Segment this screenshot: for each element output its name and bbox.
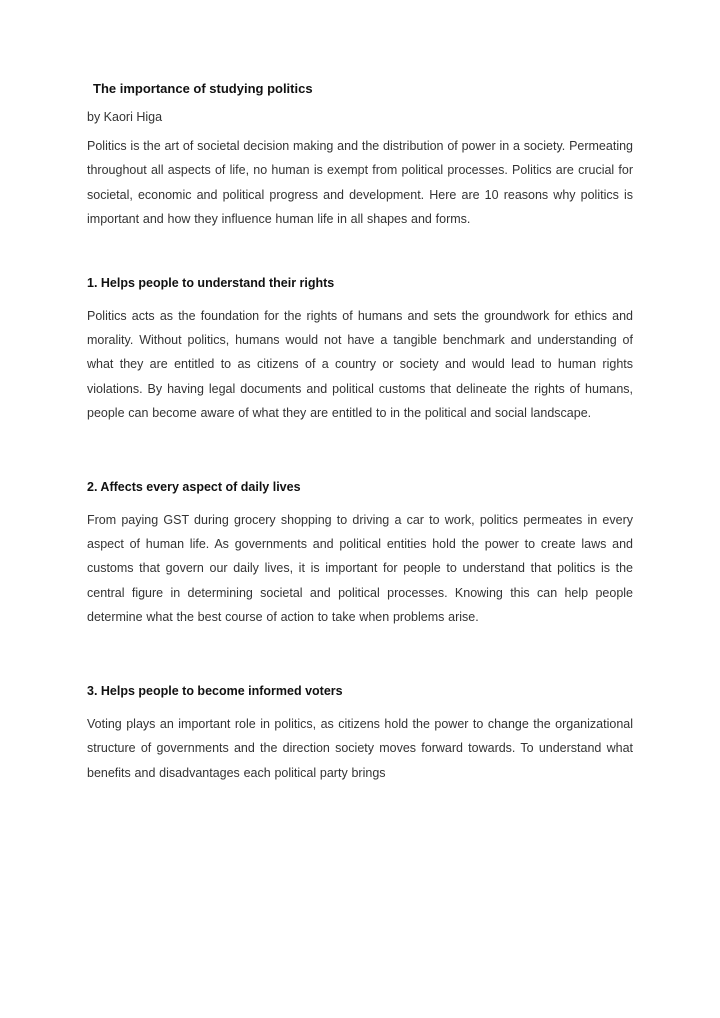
section-heading-3: 3. Helps people to become informed voters [87,683,343,698]
intro-paragraph: Politics is the art of societal decision making and the distribution of power in a society. Permeating throughout all aspects of life, no human is exempt from political processes. Politics are crucial for societal, economic and political progress and development. Here are 10 reasons why politics is important and how they influence human life in all shapes and forms. [87,139,633,227]
section-heading-1: 1. Helps people to understand their rights [87,275,335,290]
section-heading-2: 2. Affects every aspect of daily lives [87,479,301,494]
document-page [87,80,633,785]
section-body-3: Voting plays an important role in politics, as citizens hold the power to change the organizational structure of governments and the direction society moves forward towards. To understand what benefits and disadvantages each political party brings [87,716,633,780]
section-body-1: Politics acts as the foundation for the rights of humans and sets the groundwork for ethics and morality. Without politics, humans would not have a tangible benchmark and understanding of what they are entitled to as citizens of a country or society and would lead to human rights violations. By having legal documents and political customs that delineate the rights of humans, people can become aware of what they are entitled to in the political and social landscape. [87,308,633,421]
section-body-2: From paying GST during grocery shopping to driving a car to work, politics permeates in every aspect of human life. As governments and political entities hold the power to create laws and customs that govern our daily lives, it is important for people to understand that politics is the central figure in determining societal and political processes. Knowing this can help people determine what the best course of action to take when problems arise. [87,512,633,625]
document-title: The importance of studying politics [93,81,313,96]
author-byline: by Kaori Higa [87,110,163,124]
